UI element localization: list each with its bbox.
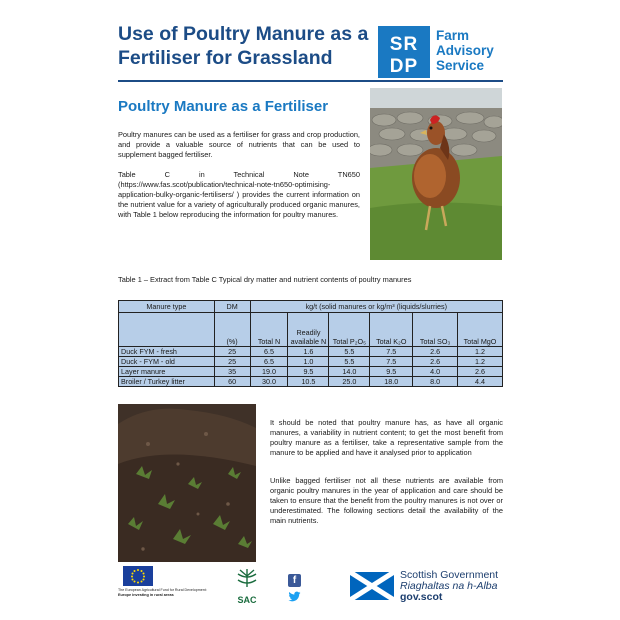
cell-p2o5: 25.0 — [329, 377, 370, 387]
twitter-icon[interactable] — [288, 590, 301, 603]
header-units: kg/t (solid manures or kg/m³ (liquids/slurries) — [250, 301, 502, 313]
cell-so3: 2.6 — [413, 347, 458, 357]
intro-paragraph: Poultry manures can be used as a fertiliser for grass and crop production, and provide a valuable source of nutrients that can be used to supplement bagged fertiliser. — [118, 130, 360, 159]
table-row — [119, 357, 503, 367]
sg-name-gaelic: Riaghaltas na h-Alba — [400, 580, 498, 592]
header-dm: DM — [214, 301, 250, 313]
variability-paragraph: It should be noted that poultry manure has, as have all organic manures, a variability in nutrient content; to get the most benefit from poultry manure as a fertiliser, take a representative sample from the manure to be applied and have it analysed prior to application — [270, 418, 503, 457]
cell-dm: 25 — [214, 347, 250, 357]
header-dm-unit: (%) — [214, 313, 250, 347]
cell-mgo: 4.4 — [458, 377, 503, 387]
cell-k2o: 18.0 — [370, 377, 413, 387]
header-total-so3: Total SO₃ — [413, 313, 458, 347]
header-total-k2o: Total K₂O — [370, 313, 413, 347]
cell-so3: 4.0 — [413, 367, 458, 377]
hen-photo — [370, 88, 502, 260]
cell-p2o5: 5.5 — [329, 347, 370, 357]
cell-total-n: 6.5 — [250, 347, 288, 357]
eu-flag-icon — [123, 566, 153, 586]
cell-manure-type: Duck FYM - fresh — [119, 347, 215, 357]
header-blank — [119, 313, 215, 347]
sg-name-english: Scottish Government — [400, 569, 499, 581]
srdp-logo — [378, 26, 430, 78]
cell-manure-type: Duck - FYM - old — [119, 357, 215, 367]
scottish-government-logo — [350, 570, 506, 604]
technical-note-paragraph: Table C in Technical Note TN650 (https://www.fas.scot/publication/technical-note-tn650-optimising-application-bulky-organic-fertilisers/ ) provides the current information on the nutrient value for a variety of agriculturally produced organic manures, with Table 1 below reproducing the information for poultry manures. — [118, 170, 360, 219]
header-total-mgo: Total MgO — [458, 313, 503, 347]
table-row — [119, 347, 503, 357]
cell-mgo: 2.6 — [458, 367, 503, 377]
cell-readily-n: 1.6 — [288, 347, 329, 357]
cell-dm: 25 — [214, 357, 250, 367]
sac-label: SAC — [237, 595, 257, 605]
manure-heap-photo — [118, 404, 256, 562]
cell-k2o: 9.5 — [370, 367, 413, 377]
cell-so3: 8.0 — [413, 377, 458, 387]
svg-text:SR: SR — [389, 34, 419, 55]
header-total-n: Total N — [250, 313, 288, 347]
cell-readily-n: 10.5 — [288, 377, 329, 387]
eu-tagline: Europe investing in rural areas — [118, 592, 174, 597]
eu-caption — [118, 588, 210, 597]
cell-readily-n: 9.5 — [288, 367, 329, 377]
saltire-icon — [350, 572, 394, 600]
cell-mgo: 1.2 — [458, 347, 503, 357]
table-row — [119, 367, 503, 377]
facebook-icon[interactable]: f — [288, 574, 301, 587]
cell-p2o5: 5.5 — [329, 357, 370, 367]
header-readily-available-n: Readily available N — [288, 313, 329, 347]
org-line-2: Advisory — [436, 43, 494, 58]
nutrient-table — [118, 300, 503, 387]
farm-advisory-service-label — [436, 28, 494, 73]
cell-mgo: 1.2 — [458, 357, 503, 367]
sg-website[interactable]: gov.scot — [400, 591, 443, 603]
page-title: Use of Poultry Manure as a Fertiliser for Grassland — [118, 23, 369, 69]
svg-text:DP: DP — [389, 56, 419, 77]
cell-total-n: 19.0 — [250, 367, 288, 377]
org-line-1: Farm — [436, 28, 470, 43]
cell-so3: 2.6 — [413, 357, 458, 367]
sac-logo — [232, 566, 262, 604]
cell-manure-type: Broiler / Turkey litter — [119, 377, 215, 387]
table-row — [119, 377, 503, 387]
header-total-p2o5: Total P₂O₅ — [329, 313, 370, 347]
social-links — [288, 574, 302, 603]
cell-total-n: 30.0 — [250, 377, 288, 387]
cell-dm: 35 — [214, 367, 250, 377]
sac-logo-icon — [232, 566, 262, 590]
section-title: Poultry Manure as a Fertiliser — [118, 98, 329, 115]
cell-total-n: 6.5 — [250, 357, 288, 367]
eu-funding-logo — [118, 566, 210, 597]
cell-manure-type: Layer manure — [119, 367, 215, 377]
cell-dm: 60 — [214, 377, 250, 387]
header-manure-type: Manure type — [119, 301, 215, 313]
cell-k2o: 7.5 — [370, 347, 413, 357]
srdp-logo-icon — [378, 30, 430, 78]
availability-paragraph: Unlike bagged fertiliser not all these nutrients are available from organic poultry manures in the year of application and care should be taken to ensure that the benefit from the poultry manures is not over or underestimated. The following sections detail the availability of the main nutrients. — [270, 476, 503, 525]
eu-fund-name: The European Agricultural Fund for Rural Development: — [118, 588, 207, 592]
table-caption: Table 1 – Extract from Table C Typical dry matter and nutrient contents of poultry manures — [118, 275, 412, 284]
scottish-government-text — [400, 570, 498, 603]
cell-p2o5: 14.0 — [329, 367, 370, 377]
table-subheader-row — [119, 313, 503, 347]
org-line-3: Service — [436, 58, 485, 73]
table-header-row — [119, 301, 503, 313]
cell-k2o: 7.5 — [370, 357, 413, 367]
cell-readily-n: 1.0 — [288, 357, 329, 367]
header-divider — [118, 80, 503, 82]
